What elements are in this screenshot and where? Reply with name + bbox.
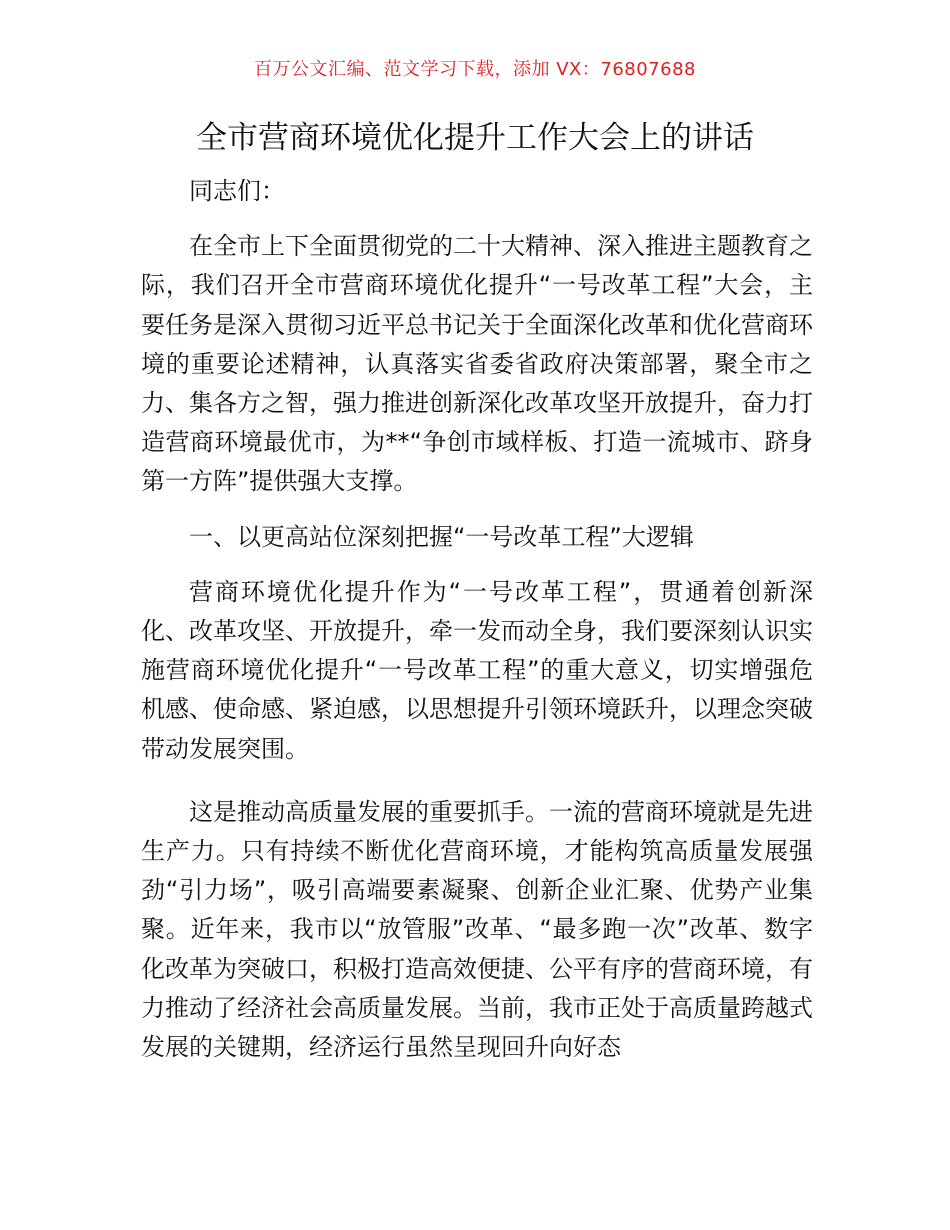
paragraph-high-quality: 这是推动高质量发展的重要抓手。一流的营商环境就是先进生产力。只有持续不断优化营商环境，才能构筑高质量发展强劲“引力场”，吸引高端要素凝聚、创新企业汇聚、优势产业集聚。近年来，我市以“放管服”改革、“最多跑一次”改革、数字化改革为突破口，积极打造高效便捷、公平有序的营商环境，有力推动了经济社会高质量发展。当前，我市正处于高质量跨越式发展的关键期，经济运行虽然呈现回升向好态: [141, 797, 813, 1062]
paragraph-intro: 在全市上下全面贯彻党的二十大精神、深入推进主题教育之际，我们召开全市营商环境优化提升“一号改革工程”大会，主要任务是深入贯彻习近平总书记关于全面深化改革和优化营商环境的重要论述精神，认真落实省委省政府决策部署，聚全市之力、集各方之智，强力推进创新深化改革攻坚开放提升，奋力打造营商环境最优市，为**“争创市域样板、打造一流城市、跻身第一方阵”提供强大支撑。: [141, 232, 813, 496]
greeting: 同志们：: [189, 177, 285, 205]
document-body: [141, 172, 813, 1067]
paragraph-significance: 营商环境优化提升作为“一号改革工程”，贯通着创新深化、改革攻坚、开放提升，牵一发而动全身，我们要深刻认识实施营商环境优化提升“一号改革工程”的重大意义，切实增强危机感、使命感、紧迫感，以思想提升引领环境跃升，以理念突破带动发展突围。: [141, 577, 813, 763]
page-title: 全市营商环境优化提升工作大会上的讲话: [196, 120, 754, 156]
section-heading-1: 一、以更高站位深刻把握“一号改革工程”大逻辑: [189, 522, 694, 551]
watermark-banner: 百万公文汇编、范文学习下载，添加 VX：76807688: [254, 59, 696, 80]
